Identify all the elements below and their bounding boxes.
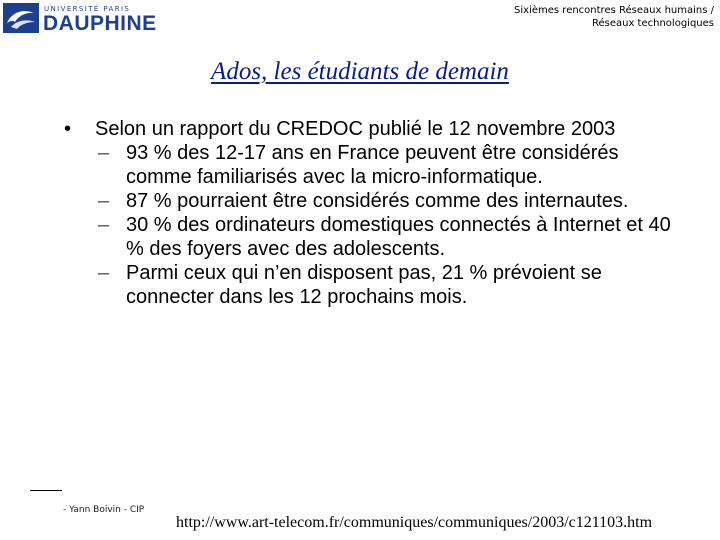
slide-content (64, 117, 684, 309)
footer-divider (30, 490, 62, 491)
sub-item (64, 189, 684, 213)
sub-item (64, 261, 684, 309)
source-url: http://www.art-telecom.fr/communiques/communiques/2003/c121103.htm (176, 514, 653, 531)
sub-item (64, 141, 684, 189)
dash-marker: – (98, 142, 110, 164)
slide-title-text: Ados, les étudiants de demain (211, 58, 509, 85)
sub-item-text: 30 % des ordinateurs domestiques connectés à Internet et 40 % des foyers avec des adolescents. (126, 214, 671, 260)
dash-marker: – (98, 262, 110, 284)
conference-line-2: Réseaux technologiques (591, 18, 714, 29)
dash-marker: – (98, 214, 110, 236)
sub-item-text: 87 % pourraient être considérés comme des internautes. (126, 190, 629, 212)
conference-header (514, 4, 714, 30)
sub-item-text: 93 % des 12-17 ans en France peuvent être considérés comme familiarisés avec la micro-informatique. (126, 142, 619, 188)
dash-marker: – (98, 190, 110, 212)
footer-author: - Yann Boivin - CIP (63, 505, 145, 515)
dolphin-logo-icon (3, 3, 39, 33)
bullet-item (64, 117, 684, 141)
bullet-text: Selon un rapport du CREDOC publié le 12 novembre 2003 (95, 118, 616, 140)
bullet-marker: • (64, 118, 72, 140)
logo-main-text: DAUPHINE (43, 12, 157, 35)
sub-item (64, 213, 684, 261)
sub-item-text: Parmi ceux qui n’en disposent pas, 21 % prévoient se connecter dans les 12 prochains mois. (126, 262, 602, 308)
university-logo (3, 3, 159, 37)
slide-title (0, 58, 720, 86)
conference-line-1: Sixièmes rencontres Réseaux humains / (514, 5, 714, 16)
logo-top-text: UNIVERSITÉ PARIS (44, 5, 131, 13)
